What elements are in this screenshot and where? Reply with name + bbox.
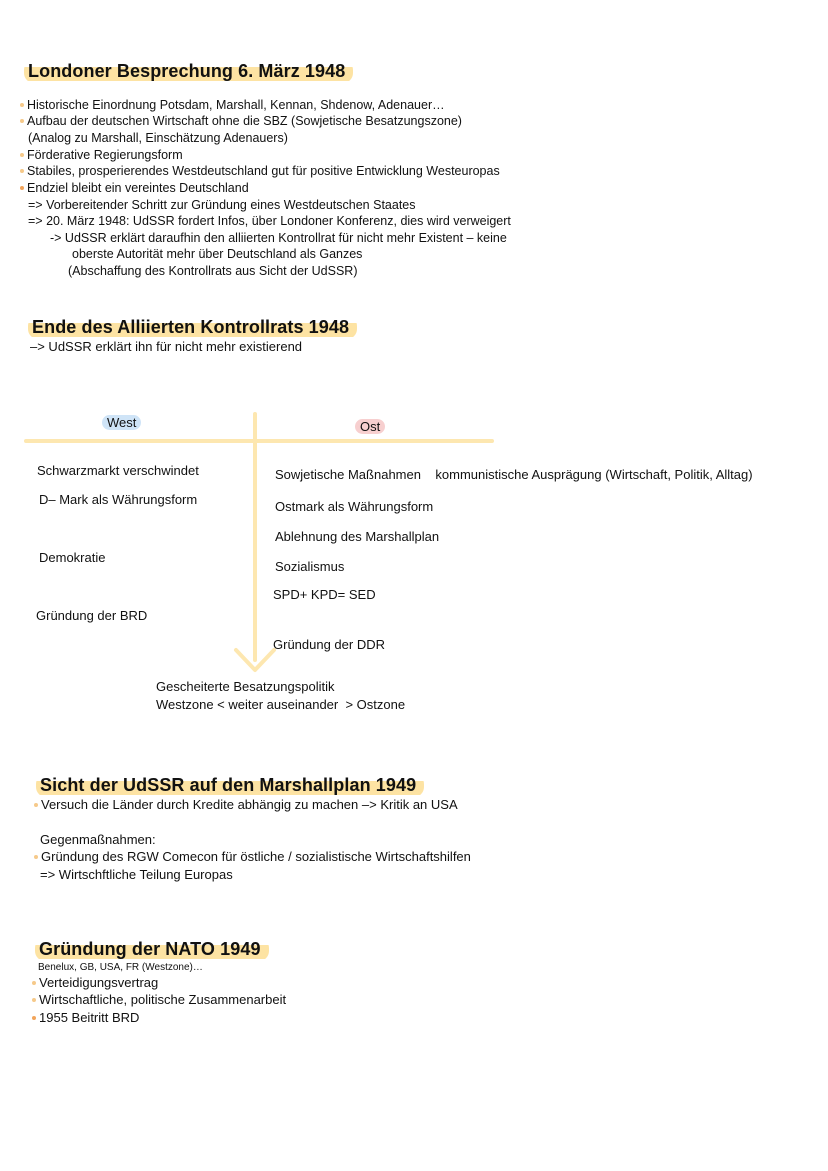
section-title-nato: Gründung der NATO 1949 [35, 938, 269, 961]
section-title-marshallplan: Sicht der UdSSR auf den Marshallplan 1949 [36, 774, 424, 797]
bullet-dot-icon [32, 1016, 36, 1020]
section-title-londoner: Londoner Besprechung 6. März 1948 [24, 60, 353, 83]
table-vertical-arrow-line [253, 412, 257, 662]
bullet-dot-icon [34, 803, 38, 807]
ost-label: Ost [355, 419, 385, 434]
ost-item: SPD+ KPD= SED [273, 587, 376, 602]
west-item: Gründung der BRD [36, 608, 148, 623]
text-line: => 20. März 1948: UdSSR fordert Infos, über Londoner Konferenz, dies wird verweigert [28, 214, 511, 228]
text-line: (Abschaffung des Kontrollrats aus Sicht der UdSSR) [68, 264, 358, 278]
bullet-line: Wirtschaftliche, politische Zusammenarbeit [32, 992, 286, 1009]
ost-item: Gründung der DDR [273, 637, 385, 652]
bullet-dot-icon [20, 119, 24, 123]
bullet-line: Stabiles, prosperierendes Westdeutschland gut für positive Entwicklung Westeuropas [20, 163, 500, 180]
ost-item: Sozialismus [275, 559, 345, 574]
bullet-line: Aufbau der deutschen Wirtschaft ohne die SBZ (Sowjetische Besatzungszone) [20, 113, 462, 130]
bullet-line: Gründung des RGW Comecon für östliche / sozialistische Wirtschaftshilfen [34, 849, 471, 866]
down-arrow-icon [232, 644, 278, 674]
bullet-dot-icon [32, 998, 36, 1002]
bullet-line: Endziel bleibt ein vereintes Deutschland [20, 180, 249, 197]
result-line: Gescheiterte Besatzungspolitik [156, 679, 335, 694]
small-note: Benelux, GB, USA, FR (Westzone)… [38, 962, 203, 973]
bullet-line: Versuch die Länder durch Kredite abhängig zu machen –> Kritik an USA [34, 797, 458, 814]
text-line: oberste Autorität mehr über Deutschland als Ganzes [72, 247, 363, 261]
table-horizontal-line [24, 439, 494, 443]
subheading: Gegenmaßnahmen: [40, 832, 156, 847]
west-item: Demokratie [39, 550, 106, 565]
bullet-line: Verteidigungsvertrag [32, 975, 158, 992]
bullet-line: Historische Einordnung Potsdam, Marshall, Kennan, Shdenow, Adenauer… [20, 97, 445, 114]
bullet-dot-icon [20, 169, 24, 173]
bullet-dot-icon [34, 855, 38, 859]
bullet-line: Förderative Regierungsform [20, 147, 183, 164]
section-subtitle: –> UdSSR erklärt ihn für nicht mehr existierend [30, 339, 303, 354]
west-label: West [102, 415, 141, 430]
bullet-line: 1955 Beitritt BRD [32, 1010, 139, 1027]
bullet-dot-icon [20, 186, 24, 190]
bullet-dot-icon [20, 103, 24, 107]
west-item: Schwarzmarkt verschwindet [37, 463, 199, 478]
text-line: (Analog zu Marshall, Einschätzung Adenauers) [28, 131, 288, 145]
result-line: Westzone < weiter auseinander > Ostzone [156, 697, 406, 712]
bullet-dot-icon [20, 153, 24, 157]
west-item: D– Mark als Währungsform [39, 492, 198, 507]
text-line: => Vorbereitender Schritt zur Gründung eines Westdeutschen Staates [28, 198, 416, 212]
ost-item: Sowjetische Maßnahmen kommunistische Ausprägung (Wirtschaft, Politik, Alltag) [275, 467, 753, 482]
section-title-kontrollrat: Ende des Alliierten Kontrollrats 1948 [28, 316, 357, 339]
ost-item: Ostmark als Währungsform [275, 499, 434, 514]
text-line: => Wirtschftliche Teilung Europas [40, 867, 233, 882]
bullet-dot-icon [32, 981, 36, 985]
ost-item: Ablehnung des Marshallplan [275, 529, 440, 544]
text-line: -> UdSSR erklärt daraufhin den alliierten Kontrollrat für nicht mehr Existent – keine [50, 231, 507, 245]
